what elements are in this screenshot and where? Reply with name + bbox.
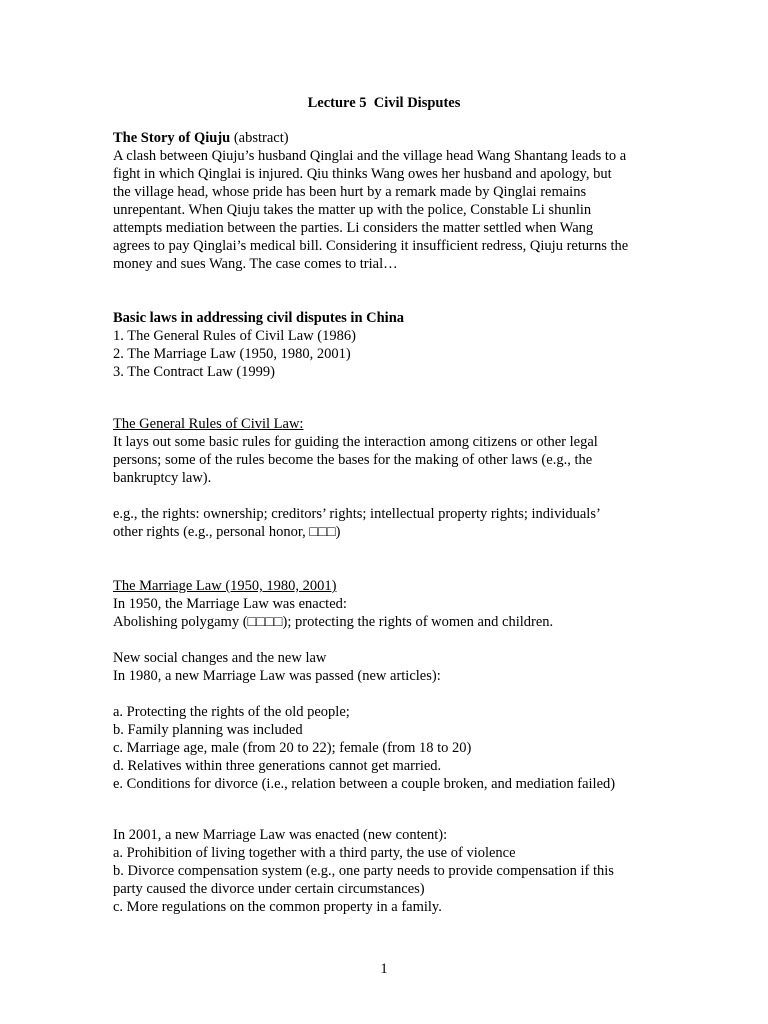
marriage-1950-line: Abolishing polygamy (□□□□); protecting the rights of women and children. xyxy=(113,614,554,630)
general-rules-line: persons; some of the rules become the bases for the making of other laws (e.g., the xyxy=(113,452,593,468)
marriage-law-section xyxy=(113,577,673,631)
story-line: fight in which Qinglai is injured. Qiu thinks Wang owes her husband and apology, but xyxy=(113,166,612,182)
general-rules-example xyxy=(113,505,673,541)
marriage-1980-intro xyxy=(113,649,673,685)
list-item: party caused the divorce under certain circumstances) xyxy=(113,881,425,897)
basic-laws-heading: Basic laws in addressing civil disputes in China xyxy=(113,310,405,326)
story-line: unrepentant. When Qiuju takes the matter up with the police, Constable Li shunlin xyxy=(113,202,592,218)
story-line: A clash between Qiuju’s husband Qinglai and the village head Wang Shantang leads to a xyxy=(113,148,627,164)
marriage-2001-section xyxy=(113,826,673,916)
basic-law-item: 3. The Contract Law (1999) xyxy=(113,364,276,380)
general-rules-eg-line: other rights (e.g., personal honor, □□□) xyxy=(113,524,341,540)
story-heading-suffix: (abstract) xyxy=(230,130,289,146)
basic-law-item: 2. The Marriage Law (1950, 1980, 2001) xyxy=(113,346,351,362)
list-item: b. Divorce compensation system (e.g., one party needs to provide compensation if this xyxy=(113,863,614,879)
general-rules-line: It lays out some basic rules for guiding the interaction among citizens or other legal xyxy=(113,434,598,450)
marriage-2001-intro: In 2001, a new Marriage Law was enacted (new content): xyxy=(113,827,448,843)
story-line: attempts mediation between the parties. Li considers the matter settled when Wang xyxy=(113,220,594,236)
list-item: c. Marriage age, male (from 20 to 22); female (from 18 to 20) xyxy=(113,740,472,756)
page-title: Lecture 5 Civil Disputes xyxy=(307,95,461,111)
marriage-law-heading: The Marriage Law (1950, 1980, 2001) xyxy=(113,578,337,594)
list-item: c. More regulations on the common property in a family. xyxy=(113,899,442,915)
general-rules-heading: The General Rules of Civil Law: xyxy=(113,416,304,432)
marriage-1980-list xyxy=(113,703,673,793)
story-line: agrees to pay Qinglai’s medical bill. Considering it insufficient redress, Qiuju returns the xyxy=(113,238,629,254)
basic-law-item: 1. The General Rules of Civil Law (1986) xyxy=(113,328,356,344)
story-line: the village head, whose pride has been hurt by a remark made by Qinglai remains xyxy=(113,184,587,200)
story-heading-line xyxy=(113,129,673,147)
story-line: money and sues Wang. The case comes to trial… xyxy=(113,256,398,272)
marriage-1980-intro-line: New social changes and the new law xyxy=(113,650,327,666)
list-item: d. Relatives within three generations cannot get married. xyxy=(113,758,442,774)
list-item: a. Protecting the rights of the old people; xyxy=(113,704,350,720)
story-heading: The Story of Qiuju xyxy=(113,130,231,146)
basic-laws-section xyxy=(113,309,673,381)
general-rules-section xyxy=(113,415,673,487)
list-item: e. Conditions for divorce (i.e., relation between a couple broken, and mediation failed) xyxy=(113,776,616,792)
general-rules-eg-line: e.g., the rights: ownership; creditors’ rights; intellectual property rights; individuals’ xyxy=(113,506,601,522)
general-rules-line: bankruptcy law). xyxy=(113,470,212,486)
marriage-1950-line: In 1950, the Marriage Law was enacted: xyxy=(113,596,347,612)
story-section xyxy=(113,129,673,273)
list-item: a. Prohibition of living together with a third party, the use of violence xyxy=(113,845,516,861)
page-number: 1 xyxy=(380,961,388,977)
marriage-1980-intro-line: In 1980, a new Marriage Law was passed (new articles): xyxy=(113,668,441,684)
list-item: b. Family planning was included xyxy=(113,722,303,738)
